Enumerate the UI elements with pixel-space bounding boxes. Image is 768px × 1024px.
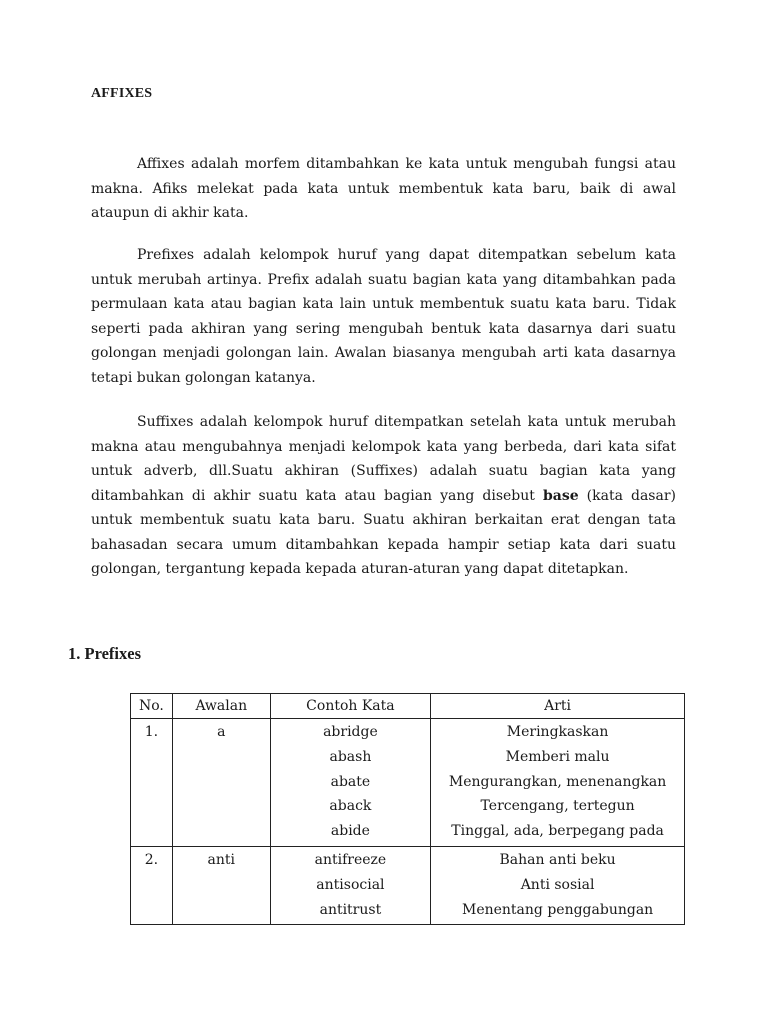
example-word: antisocial: [316, 876, 385, 893]
section-title-prefixes: 1. Prefixes: [68, 644, 142, 663]
meaning: Tercengang, tertegun: [480, 798, 635, 815]
cell-prefix: a: [172, 719, 270, 847]
meaning: Mengurangkan, menenangkan: [448, 773, 667, 790]
column-header-awalan: Awalan: [172, 694, 270, 719]
meaning: Bahan anti beku: [499, 851, 616, 868]
example-word: antitrust: [319, 901, 382, 918]
cell-prefix: anti: [172, 846, 270, 924]
column-header-contoh-kata: Contoh Kata: [270, 694, 431, 719]
paragraph-suffixes-part-1: Suffixes adalah kelompok huruf ditempatkan setelah kata untuk merubah makna atau mengubahnya menjadi kelompok kata yang berbeda, dari kata sifat untuk adverb, dll.Suatu akhiran (Suffixes) adalah suatu bagian kata yang ditambahkan di akhir suatu kata atau bagian yang disebut: [91, 414, 676, 504]
table-row: [131, 719, 685, 847]
table-row: [131, 846, 685, 924]
paragraph-prefixes: Prefixes adalah kelompok huruf yang dapat ditempatkan sebelum kata untuk merubah artinya. Prefix adalah suatu bagian kata yang ditambahkan pada permulaan kata atau bagian kata lain untuk membentuk suatu kata baru. Tidak seperti pada akhiran yang sering mengubah bentuk kata dasarnya dari suatu golongan menjadi golongan lain. Awalan biasanya mengubah arti kata dasarnya tetapi bukan golongan katanya.: [91, 247, 676, 386]
column-header-no: No.: [131, 694, 173, 719]
table-header-row: [131, 694, 685, 719]
meaning: Memberi malu: [505, 748, 610, 765]
cell-no: 2.: [131, 846, 173, 924]
cell-examples: [270, 846, 431, 924]
cell-no: 1.: [131, 719, 173, 847]
meaning: Anti sosial: [520, 876, 595, 893]
meaning: Meringkaskan: [506, 724, 609, 740]
meaning: Menentang penggabungan: [461, 901, 654, 918]
document-heading: AFFIXES: [91, 86, 153, 101]
prefixes-table: [130, 693, 685, 925]
cell-examples: [270, 719, 431, 847]
paragraph-suffixes-part-2: (kata dasar) untuk membentuk suatu kata baru. Suatu akhiran berkaitan erat dengan tata bahasadan secara umum ditambahkan kepada hampir setiap kata dari suatu golongan, tergantung kepada kepada aturan-aturan yang dapat ditetapkan.: [91, 487, 676, 577]
bold-term-base: base: [542, 487, 579, 504]
example-word: aback: [329, 798, 372, 815]
cell-meanings: [431, 719, 685, 847]
example-word: abridge: [323, 724, 378, 740]
column-header-arti: Arti: [431, 694, 685, 719]
example-word: antifreeze: [314, 851, 387, 868]
paragraph-affixes: Affixes adalah morfem ditambahkan ke kata untuk mengubah fungsi atau makna. Afiks melekat pada kata untuk membentuk kata baru, baik di awal ataupun di akhir kata.: [91, 156, 676, 221]
example-word: abash: [329, 748, 372, 765]
example-word: abide: [330, 823, 370, 840]
meaning: Tinggal, ada, berpegang pada: [451, 823, 664, 840]
paragraph-suffixes: [91, 410, 676, 582]
cell-meanings: [431, 846, 685, 924]
example-word: abate: [330, 773, 371, 790]
